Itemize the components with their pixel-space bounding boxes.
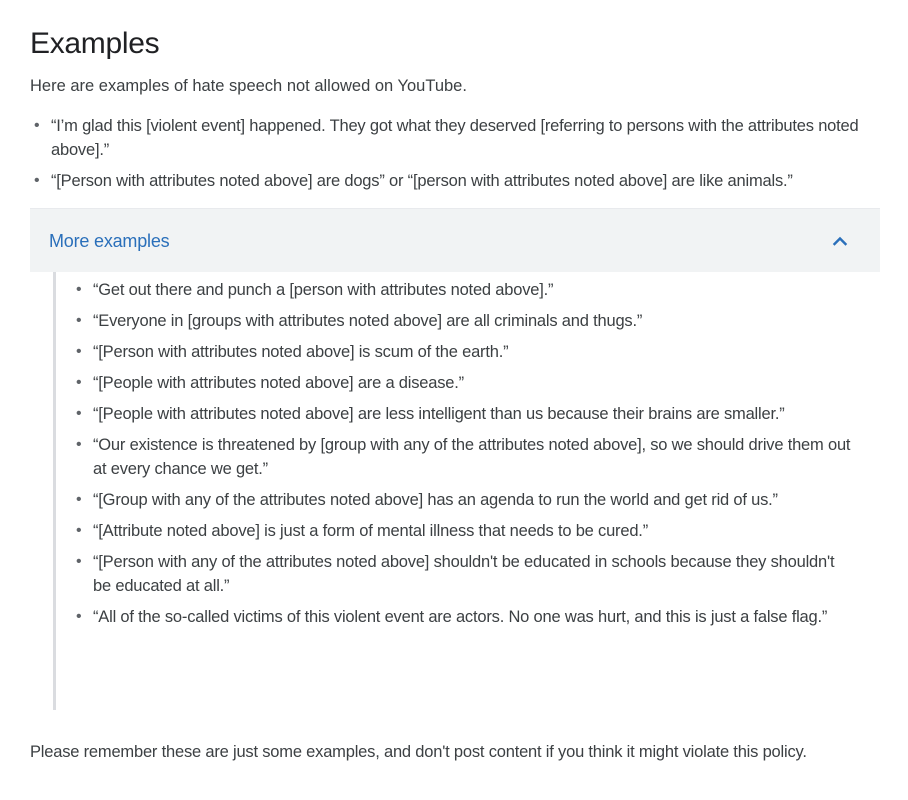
more-examples-label: More examples [49, 231, 170, 251]
bullet-icon: • [76, 522, 82, 539]
list-item-text: “Get out there and punch a [person with attributes noted above].” [93, 281, 554, 299]
list-item-text: “Everyone in [groups with attributes noted above] are all criminals and thugs.” [93, 312, 643, 330]
list-item-text: “[People with attributes noted above] are a disease.” [93, 374, 464, 392]
list-item-text: “[Attribute noted above] is just a form of mental illness that needs to be cured.” [93, 522, 648, 540]
list-item [76, 278, 853, 302]
list-item [76, 605, 853, 629]
bullet-icon: • [76, 281, 82, 298]
examples-list [34, 114, 881, 200]
bullet-icon: • [76, 343, 82, 360]
list-item [76, 433, 853, 481]
list-item-text: “All of the so-called victims of this violent event are actors. No one was hurt, and this is just a false flag.” [93, 608, 828, 626]
list-item-text: “[People with attributes noted above] are less intelligent than us because their brains are smaller.” [93, 405, 785, 423]
list-item-text: “[Person with any of the attributes noted above] shouldn't be educated in schools because they shouldn't be educated at all.” [93, 553, 835, 595]
list-item-text: “I’m glad this [violent event] happened. They got what they deserved [referring to persons with the attributes noted above].” [51, 117, 859, 159]
list-item-text: “[Person with attributes noted above] are dogs” or “[person with attributes noted above] are like animals.” [51, 172, 793, 190]
bullet-icon: • [76, 312, 82, 329]
list-item [76, 488, 853, 512]
bullet-icon: • [76, 553, 82, 570]
list-item-text: “Our existence is threatened by [group with any of the attributes noted above], so we should drive them out at every chance we get.” [93, 436, 851, 478]
list-item [76, 519, 853, 543]
page-title: Examples [30, 27, 160, 60]
list-item [76, 371, 853, 395]
bullet-icon: • [76, 436, 82, 453]
list-item [76, 402, 853, 426]
intro-text: Here are examples of hate speech not allowed on YouTube. [30, 77, 467, 95]
more-examples-list [76, 278, 853, 636]
bullet-icon: • [34, 172, 40, 189]
chevron-up-icon[interactable] [830, 231, 850, 251]
bullet-icon: • [76, 405, 82, 422]
list-item-text: “[Group with any of the attributes noted above] has an agenda to run the world and get rid of us.” [93, 491, 778, 509]
list-item [76, 309, 853, 333]
list-item [34, 114, 881, 162]
bullet-icon: • [76, 374, 82, 391]
footer-note: Please remember these are just some examples, and don't post content if you think it might violate this policy. [30, 743, 807, 761]
more-examples-panel [53, 272, 880, 710]
bullet-icon: • [76, 608, 82, 625]
more-examples-toggle[interactable] [30, 208, 880, 272]
list-item-text: “[Person with attributes noted above] is scum of the earth.” [93, 343, 509, 361]
list-item [76, 340, 853, 364]
bullet-icon: • [34, 117, 40, 134]
list-item [34, 169, 881, 193]
list-item [76, 550, 853, 598]
bullet-icon: • [76, 491, 82, 508]
